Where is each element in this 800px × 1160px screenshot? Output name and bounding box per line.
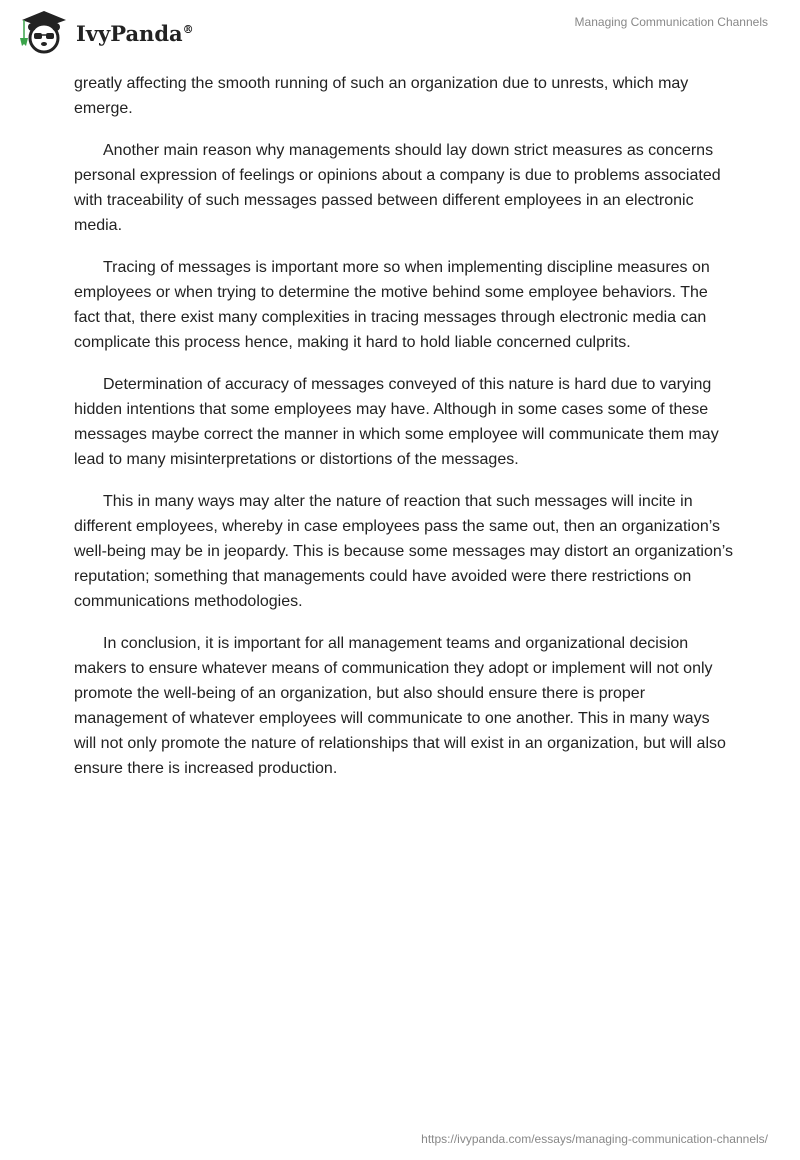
paragraph: Tracing of messages is important more so when implementing discipline measures on employees or when trying to determine the motive behind some employee behaviors. The fact that, there exist many complexities in tracing messages through electronic media can complicate this process hence, making it hard to hold liable concerned culprits. bbox=[74, 259, 710, 351]
paragraph: This in many ways may alter the nature of reaction that such messages will incite in different employees, whereby in case employees pass the same out, then an organization’s well-being may be in jeopardy. This is because some messages may distort an organization’s reputation; something that managements could have avoided were there restrictions on communications methodologies. bbox=[74, 493, 733, 610]
source-url[interactable]: https://ivypanda.com/essays/managing-communication-channels/ bbox=[421, 1132, 768, 1146]
paragraph: In conclusion, it is important for all management teams and organizational decision makers to ensure whatever means of communication they adopt or implement will not only promote the well-being of an organization, but also should ensure there is proper management of whatever employees will communicate to one another. This in many ways will not only promote the nature of relationships that will exist in an organization, but will also ensure there is increased production. bbox=[74, 635, 726, 777]
paragraph: Another main reason why managements should lay down strict measures as concerns personal expression of feelings or opinions about a company is due to problems associated with traceability of such messages passed between different employees in an electronic media. bbox=[74, 142, 721, 234]
panda-graduate-icon bbox=[14, 8, 74, 54]
essay-body bbox=[74, 71, 734, 798]
brand-name bbox=[76, 21, 194, 46]
document-title: Managing Communication Channels bbox=[574, 15, 768, 29]
registered-mark: ® bbox=[182, 22, 194, 36]
paragraph: Determination of accuracy of messages conveyed of this nature is hard due to varying hidden intentions that some employees may have. Although in some cases some of these messages maybe correct the manner in which some employee will communicate them may lead to many misinterpretations or distortions of the messages. bbox=[74, 376, 719, 468]
paragraph: greatly affecting the smooth running of such an organization due to unrests, which may emerge. bbox=[74, 75, 689, 117]
ivypanda-logo[interactable] bbox=[14, 8, 194, 54]
brand-text: IvyPanda bbox=[76, 20, 183, 46]
